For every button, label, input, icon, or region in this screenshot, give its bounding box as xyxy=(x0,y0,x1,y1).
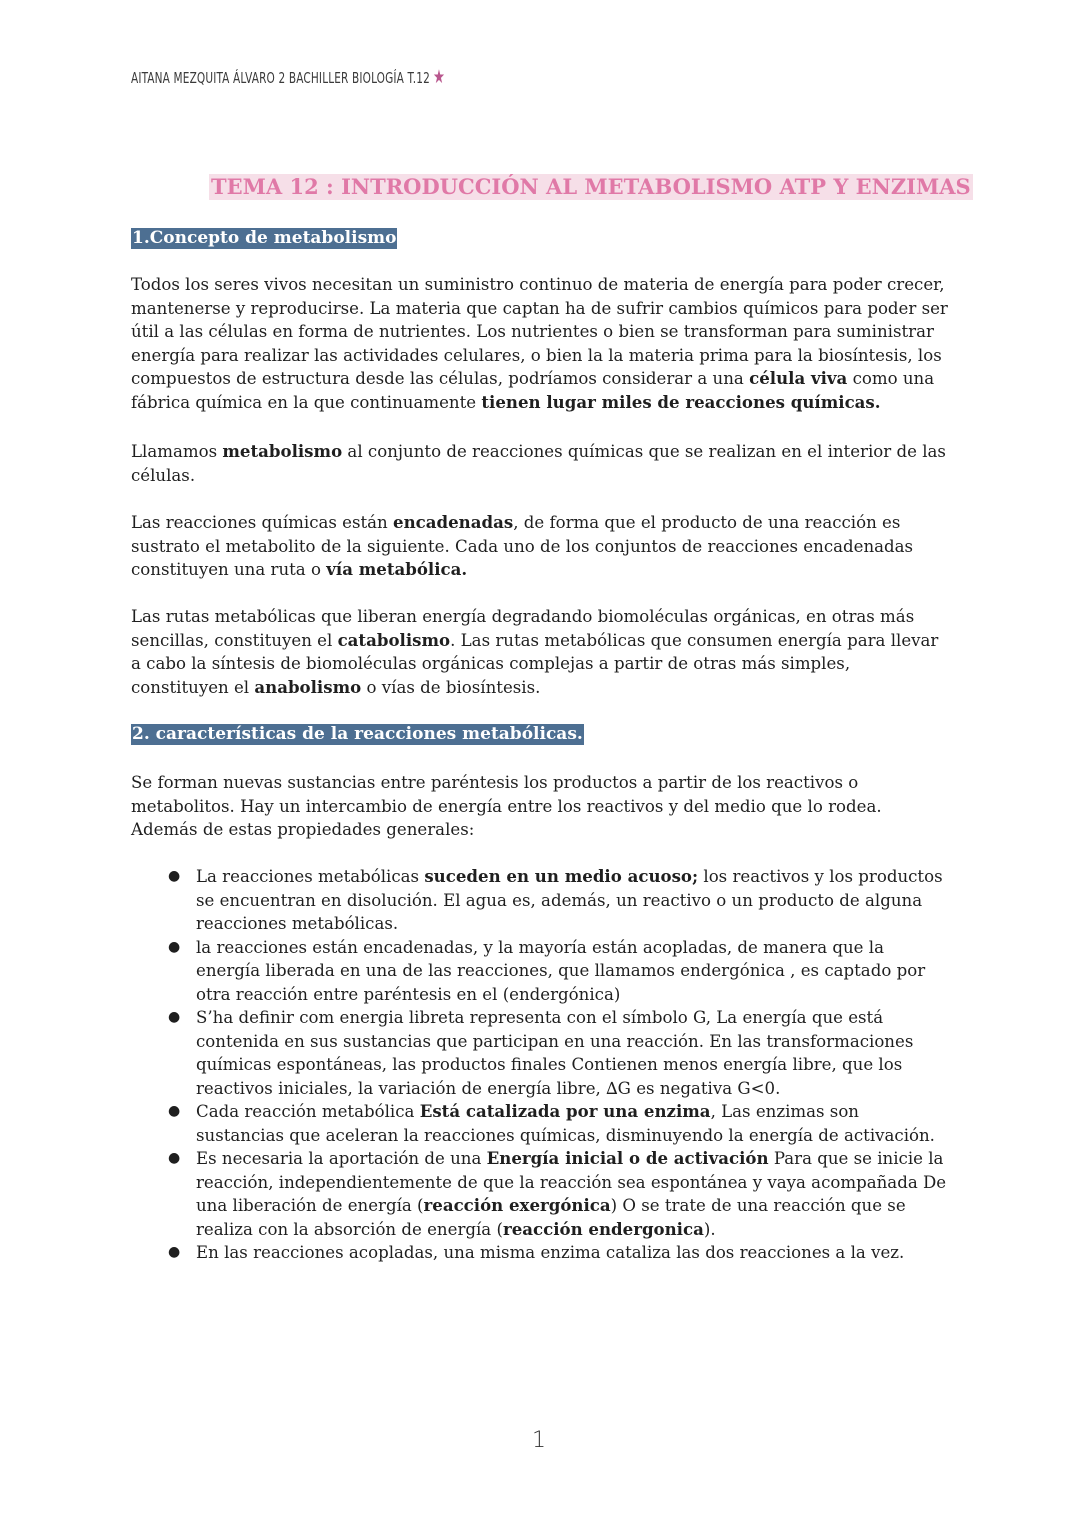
bullet-icon: ● xyxy=(168,1103,181,1119)
list-item: ● S’ha definir com energia libreta representa con el símbolo G, La energía que está contenida en sus sustancias que participan en una reacción. En las transformaciones químicas espontáneas, las productos finales Contienen menos energía libre, que los reactivos iniciales, la variación de energía libre, ∆G es negativa G<0. xyxy=(168,1008,914,1098)
section-heading-metabolism-concept: 1.Concepto de metabolismo xyxy=(132,228,397,248)
document-header xyxy=(131,66,445,88)
list-item: ● En las reacciones acopladas, una misma enzima cataliza las dos reacciones a la vez. xyxy=(131,1241,951,1265)
paragraph-metabolic-pathway: Las reacciones químicas están encadenadas, de forma que el producto de una reacción es sustrato el metabolito de la siguiente. Cada uno de los conjuntos de reacciones encadenadas constituyen una ruta o vía metabólica. xyxy=(131,512,914,579)
page-title: TEMA 12 : INTRODUCCIÓN AL METABOLISMO ATP Y ENZIMAS xyxy=(211,174,971,199)
list-item: ● La reacciones metabólicas suceden en un medio acuoso; los reactivos y los productos se encuentran en disolución. El agua es, además, un reactivo o un producto de alguna reacciones metabólicas. xyxy=(168,866,943,933)
paragraph-catabolism-anabolism: Las rutas metabólicas que liberan energía degradando biomoléculas orgánicas, en otras más sencillas, constituyen el catabolismo. Las rutas metabólicas que consumen energía para llevar a cabo la síntesis de biomoléculas orgánicas complejas a partir de otras más simples, constituyen el anabolismo o vías de biosíntesis. xyxy=(131,607,939,697)
page-number: 1 xyxy=(532,1428,546,1453)
star-icon: ★ xyxy=(433,66,446,88)
list-item: ● Es necesaria la aportación de una Energía inicial o de activación Para que se inicie la reacción, independientemente de que la reacción sea espontánea y vaya acompañada De una liberación de energía (reacción exergónica) O se trate de una reacción que se realiza con la absorción de energía (reacción endergonica). xyxy=(168,1148,947,1239)
bullet-icon: ● xyxy=(168,868,181,884)
bullet-icon: ● xyxy=(168,1009,181,1025)
list-item: ● la reacciones están encadenadas, y la mayoría están acopladas, de manera que la energía liberada en una de las reacciones, que llamamos endergónica , es captado por otra reacción entre paréntesis en el (endergónica) xyxy=(168,937,926,1004)
bullet-icon: ● xyxy=(168,1150,181,1166)
section-heading-reaction-characteristics: 2. características de la reacciones metabólicas. xyxy=(132,724,583,744)
paragraph-intro: Todos los seres vivos necesitan un suministro continuo de materia de energía para poder crecer, mantenerse y reproducirse. La materia que captan ha de sufrir cambios químicos para poder ser útil a las células en forma de nutrientes. Los nutrientes o bien se transforman para suministrar energía para realizar las actividades celulares, o bien la la materia prima para la biosíntesis, los compuestos de estructura desde las células, podríamos considerar a una célula viva como una fábrica química en la que continuamente tienen lugar miles de reacciones químicas. xyxy=(131,275,948,412)
paragraph-characteristics-intro: Se forman nuevas sustancias entre paréntesis los productos a partir de los reactivos o metabolitos. Hay un intercambio de energía entre los reactivos y del medio que lo rodea. Además de estas propiedades generales: xyxy=(131,773,882,839)
characteristics-list xyxy=(131,865,951,1265)
bullet-icon: ● xyxy=(168,1244,181,1260)
list-item: ● Cada reacción metabólica Está catalizada por una enzima, Las enzimas son sustancias que aceleran la reacciones químicas, disminuyendo la energía de activación. xyxy=(168,1101,935,1145)
paragraph-metabolism-definition: Llamamos metabolismo al conjunto de reacciones químicas que se realizan en el interior de las células. xyxy=(131,441,946,485)
bullet-icon: ● xyxy=(168,938,181,955)
author-course-line: AITANA MEZQUITA ÁLVARO 2 BACHILLER BIOLOGÍA T.12 xyxy=(131,69,430,87)
